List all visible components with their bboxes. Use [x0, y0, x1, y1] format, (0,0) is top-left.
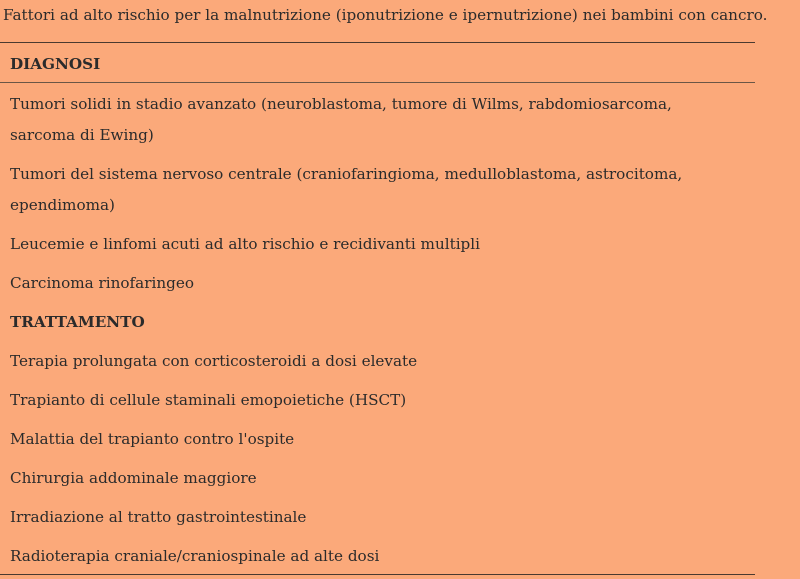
table-bottom-rule — [0, 574, 755, 575]
table-body — [0, 83, 755, 572]
table-row: Radioterapia craniale/craniospinale ad alte dosi — [10, 547, 380, 565]
table-row: Carcinoma rinofaringeo — [10, 274, 194, 292]
table-row: Tumori del sistema nervoso centrale (craniofaringioma, medulloblastoma, astrocitoma, ependimoma) — [10, 165, 683, 214]
table-row: Terapia prolungata con corticosteroidi a dosi elevate — [10, 352, 418, 370]
table-row: Trapianto di cellule staminali emopoietiche (HSCT) — [10, 391, 407, 409]
table-row: Irradiazione al tratto gastrointestinale — [10, 508, 307, 526]
table-row: Leucemie e linfomi acuti ad alto rischio e recidivanti multipli — [10, 235, 480, 253]
table-header-diagnosi: DIAGNOSI — [10, 55, 101, 73]
table-row: Chirurgia addominale maggiore — [10, 469, 257, 487]
risk-factors-table — [0, 42, 755, 575]
table-row: Malattia del trapianto contro l'ospite — [10, 430, 295, 448]
section-header-row: TRATTAMENTO — [10, 313, 145, 331]
table-row: Tumori solidi in stadio avanzato (neuroblastoma, tumore di Wilms, rabdomiosarcoma, sarcoma di Ewing) — [10, 95, 672, 144]
table-caption: Fattori ad alto rischio per la malnutrizione (iponutrizione e ipernutrizione) nei bambini con cancro. — [3, 6, 768, 24]
